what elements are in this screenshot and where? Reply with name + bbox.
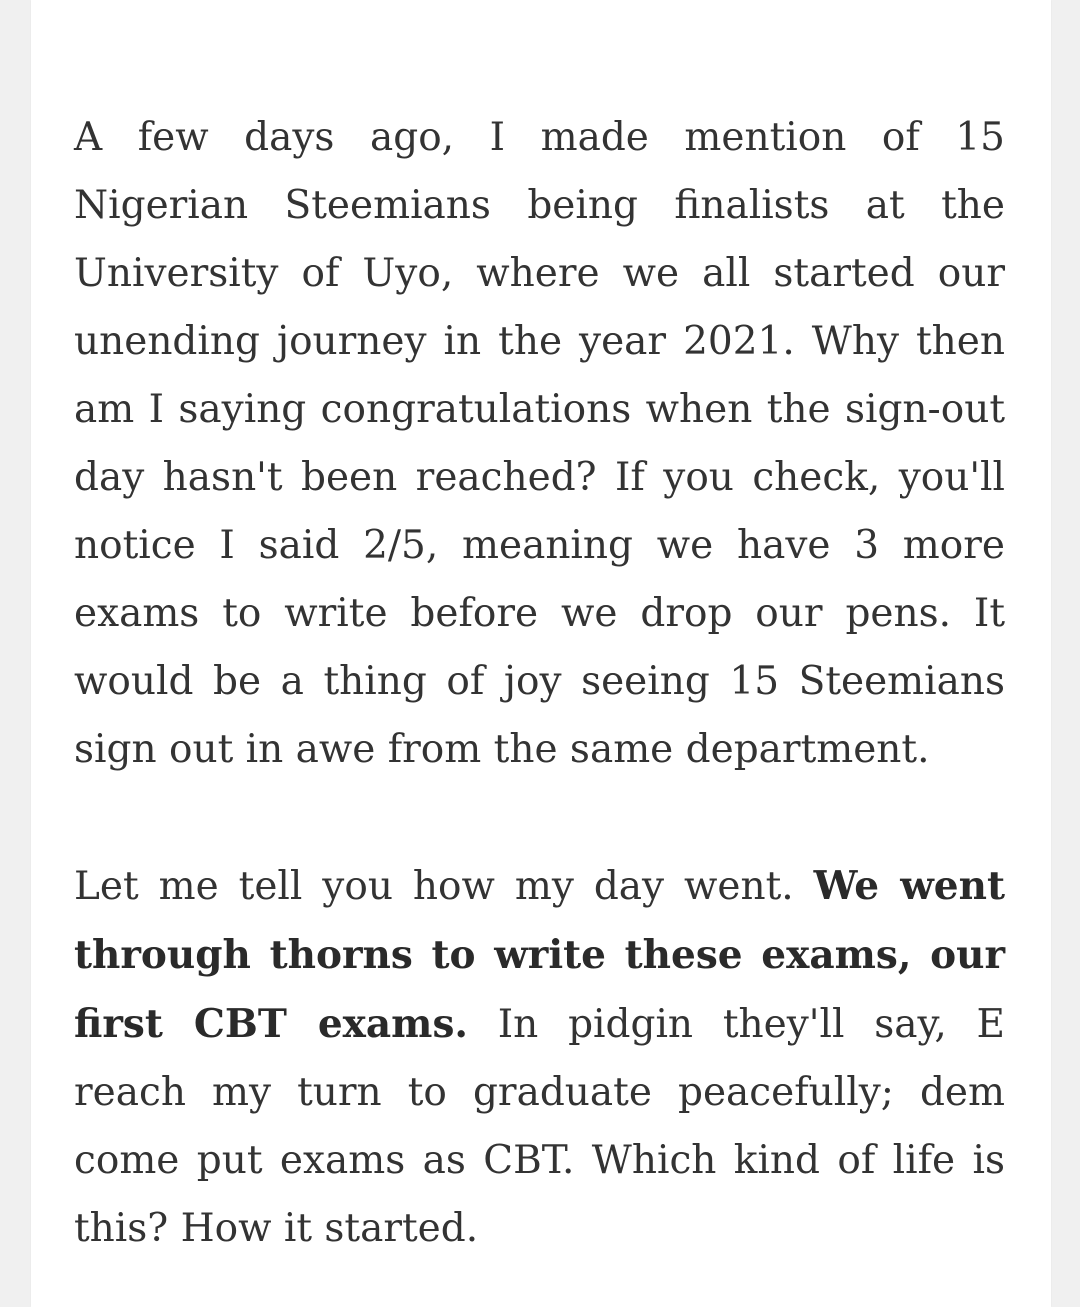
post-body <box>74 104 1005 1263</box>
paragraph-2-rest: In pidgin they'll say, E reach my turn to graduate peacefully; dem come put exams as CBT. Which kind of life is this? How it started. <box>74 1002 1005 1251</box>
paragraph-2 <box>74 852 1005 1263</box>
paragraph-2-intro: Let me tell you how my day went. <box>74 864 814 909</box>
paragraph-1: A few days ago, I made mention of 15 Nigerian Steemians being finalists at the University of Uyo, where we all started our unending journey in the year 2021. Why then am I saying congratulations when the sign-out day hasn't been reached? If you check, you'll notice I said 2/5, meaning we have 3 more exams to write before we drop our pens. It would be a thing of joy seeing 15 Steemians sign out in awe from the same department. <box>74 115 1005 772</box>
paragraph-2-bold: We went through thorns to write these exams, our first CBT exams. <box>74 863 1005 1047</box>
